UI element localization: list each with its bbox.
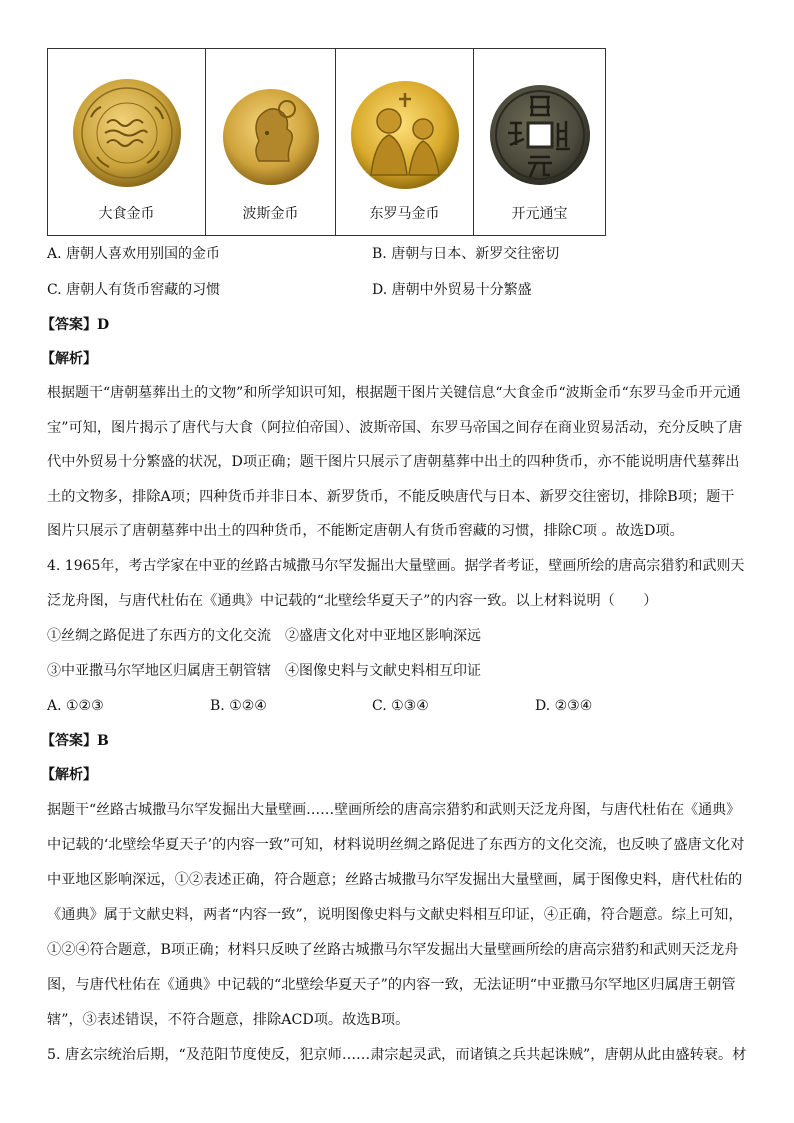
q4-analysis-label: 【解析】: [41, 767, 97, 783]
coin-table: [47, 48, 606, 236]
q4-answer: 【答案】B: [41, 733, 109, 749]
q4-stem-line: 4. 1965年，考古学家在中亚的丝路古城撒马尔罕发掘出大量壁画。据学者考证，壁画所绘的唐高宗猎豹和武则天: [47, 558, 745, 574]
coin-cell-persian: [206, 49, 336, 236]
q4-statement: ①丝绸之路促进了东西方的文化交流 ②盛唐文化对中亚地区影响深远: [47, 628, 481, 644]
q4-analysis-line: 《通典》属于文献史料，两者“内容一致”，说明图像史料与文献史料相互印证，④正确，符合题意。综上可知，: [47, 907, 743, 923]
coin-caption: 波斯金币: [242, 206, 299, 222]
q3-analysis-label: 【解析】: [41, 351, 97, 367]
q4-option-d: D. ②③④: [535, 698, 593, 714]
q4-analysis-line: 辖”，③表述错误，不符合题意，排除ACD项。故选B项。: [47, 1012, 410, 1028]
sasanian-coin-icon: [221, 87, 321, 187]
q4-analysis-line: 据题干“丝路古城撒马尔罕发掘出大量壁画……壁画所绘的唐高宗猎豹和武则天泛龙舟图，与唐代杜佑在《通典》: [47, 802, 741, 818]
q4-analysis-line: ①②④符合题意，B项正确；材料只反映了丝路古城撒马尔罕发掘出大量壁画所绘的唐高宗猎豹和武则天泛龙舟: [47, 942, 739, 958]
q4-analysis-line: 中记载的‘北壁绘华夏天子’的内容一致”可知，材料说明丝绸之路促进了东西方的文化交流，也反映了盛唐文化对: [47, 837, 745, 853]
q3-answer: 【答案】D: [41, 317, 110, 333]
q3-analysis-line: 代中外贸易十分繁盛的状况，D项正确；题干图片只展示了唐朝墓葬中出土的四种货币，亦不能说明唐代墓葬出: [47, 454, 740, 470]
kaiyuan-coin-icon: [488, 83, 592, 187]
coin-cell-byzantine: [336, 49, 474, 236]
q5-stem-line: 5. 唐玄宗统治后期，“及范阳节度使反，犯京师……肃宗起灵武，而诸镇之兵共起诛贼”，唐朝从此由盛转衰。材: [47, 1047, 747, 1063]
q4-option-b: B. ①②④: [210, 698, 267, 714]
q4-analysis-line: 中亚地区影响深远，①②表述正确，符合题意；丝路古城撒马尔罕发掘出大量壁画，属于图像史料，唐代杜佑的: [47, 872, 743, 888]
coin-cell-kaiyuan: [474, 49, 606, 236]
solidus-coin-icon: [349, 79, 461, 191]
coin-cell-dinar: [48, 49, 206, 236]
q3-option-d: D. 唐朝中外贸易十分繁盛: [372, 282, 532, 298]
q4-option-a: A. ①②③: [47, 698, 104, 714]
q3-option-a: A. 唐朝人喜欢用别国的金币: [47, 246, 221, 262]
coin-caption: 东罗马金币: [369, 206, 440, 222]
dinar-coin-icon: [71, 77, 183, 189]
q4-option-c: C. ①③④: [372, 698, 429, 714]
q4-stem-line: 泛龙舟图，与唐代杜佑在《通典》中记载的“北壁绘华夏天子”的内容一致。以上材料说明（ ）: [47, 593, 658, 609]
q3-analysis-line: 宝”可知，图片揭示了唐代与大食（阿拉伯帝国）、波斯帝国、东罗马帝国之间存在商业贸易活动，充分反映了唐: [47, 420, 743, 436]
coin-caption: 开元通宝: [511, 206, 568, 222]
q4-analysis-line: 图，与唐代杜佑在《通典》中记载的“北壁绘华夏天子”的内容一致，无法证明“中亚撒马尔罕地区归属唐王朝管: [47, 977, 736, 993]
q3-option-c: C. 唐朝人有货币窖藏的习惯: [47, 282, 221, 298]
q3-analysis-line: 根据题干“唐朝墓葬出土的文物”和所学知识可知，根据题干图片关键信息“大食金币“波斯金币“东罗马金币开元通: [47, 385, 741, 401]
coin-caption: 大食金币: [98, 206, 155, 222]
q3-analysis-line: 土的文物多，排除A项；四种货币并非日本、新罗货币，不能反映唐代与日本、新罗交往密切，排除B项；题干: [47, 489, 735, 505]
q4-statement: ③中亚撒马尔罕地区归属唐王朝管辖 ④图像史料与文献史料相互印证: [47, 663, 481, 679]
q3-analysis-line: 图片只展示了唐朝墓葬中出土的四种货币，不能断定唐朝人有货币窖藏的习惯，排除C项 。故选D项。: [47, 523, 684, 539]
q3-option-b: B. 唐朝与日本、新罗交往密切: [372, 246, 560, 262]
